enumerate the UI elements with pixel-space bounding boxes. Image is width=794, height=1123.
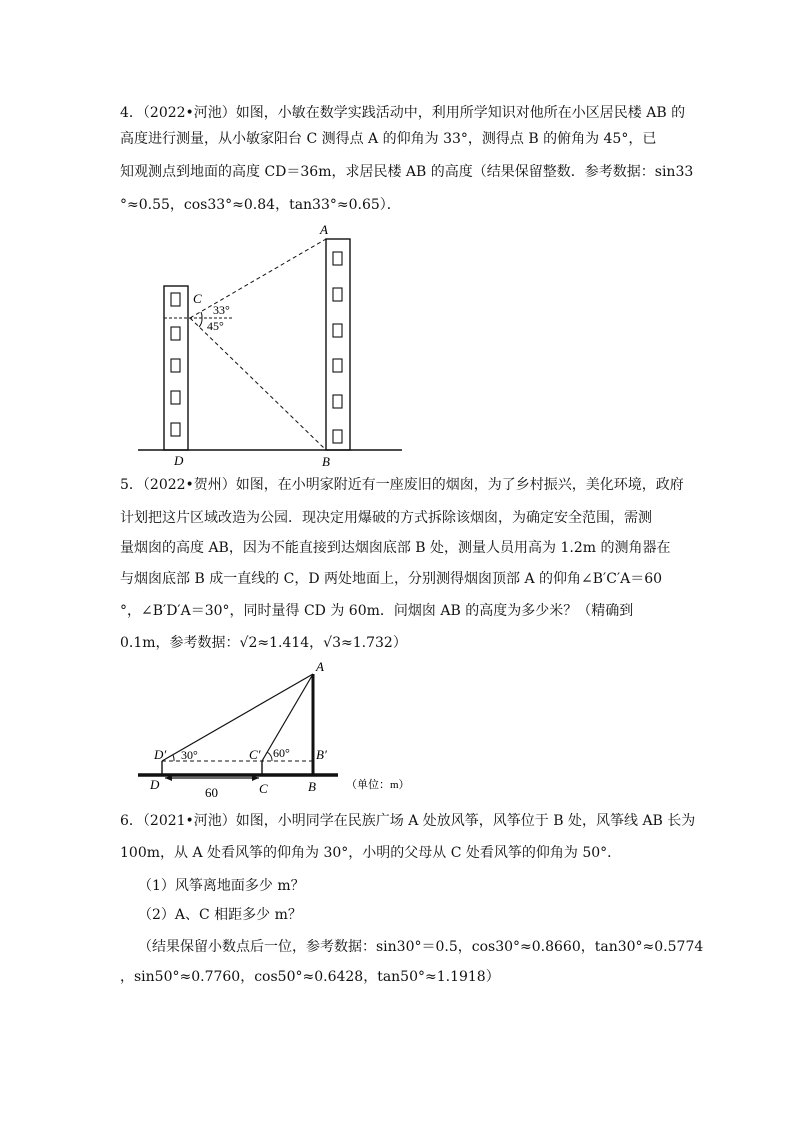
text-line: °，∠B′D′A＝30°，同时量得 CD 为 60m．问烟囱 AB 的高度为多少米？（精确到: [120, 603, 634, 619]
text-line: °≈0.55，cos33°≈0.84，tan33°≈0.65）．: [120, 197, 401, 213]
window: [171, 423, 180, 436]
reference-data-line: （结果保留小数点后一位，参考数据：sin30°＝0.5，cos30°≈0.8660，tan30°≈0.5774: [138, 939, 704, 955]
dimension-label-60: 60: [205, 785, 218, 800]
label-B: B: [308, 779, 316, 794]
figure-building-diagram: [130, 220, 420, 470]
angle-label-60: 60°: [273, 746, 290, 760]
angle-arc-45: [199, 318, 202, 327]
window: [333, 252, 342, 265]
angle-label-30: 30°: [181, 748, 198, 762]
angle-arc-30: [173, 755, 174, 761]
angle-label-45: 45°: [207, 319, 224, 333]
label-A: A: [316, 659, 324, 674]
window: [171, 391, 180, 404]
text-line: 100m，从 A 处看风筝的仰角为 30°，小明的父母从 C 处看风筝的仰角为 50°．: [120, 845, 622, 861]
unit-label: （单位：m）: [346, 779, 410, 791]
label-D: D: [150, 777, 160, 792]
sight-line-to-B: [190, 318, 326, 450]
sight-line-to-A: [190, 239, 326, 318]
sub-question-2: （2）A、C 相距多少 m？: [138, 907, 302, 923]
text-line: 量烟囱的高度 AB，因为不能直接到达烟囱底部 B 处，测量人员用高为 1.2m 的测角器在: [120, 540, 671, 556]
label-A: A: [320, 222, 328, 237]
label-C-prime: C′: [249, 747, 261, 762]
window: [333, 395, 342, 408]
window: [171, 327, 180, 340]
text-line: 知观测点到地面的高度 CD＝36m，求居民楼 AB 的高度（结果保留整数．参考数据：sin33: [120, 164, 694, 180]
text-line: 高度进行测量，从小敏家阳台 C 测得点 A 的仰角为 33°，测得点 B 的俯角为 45°，已: [120, 131, 657, 147]
label-D: D: [174, 453, 184, 468]
window: [333, 430, 342, 443]
text-line: 6．（2021•河池）如图，小明同学在民族广场 A 处放风筝，风筝位于 B 处，风筝线 AB 长为: [120, 813, 696, 829]
window: [333, 324, 342, 337]
left-building: [164, 286, 188, 450]
angle-arc-33: [201, 312, 202, 318]
text-line: 0.1m，参考数据：√2≈1.414，√3≈1.732）: [120, 635, 407, 651]
text-line: 5．（2022•贺州）如图，在小明家附近有一座废旧的烟囱，为了乡村振兴，美化环境，政府: [120, 477, 684, 493]
right-building: [326, 239, 350, 450]
text-line: 4．（2022•河池）如图，小敏在数学实践活动中，利用所学知识对他所在小区居民楼 AB 的: [120, 105, 686, 121]
sub-question-1: （1）风筝离地面多少 m？: [138, 878, 305, 894]
angle-arc-60: [267, 752, 272, 761]
reference-data-line: ，sin50°≈0.7760，cos50°≈0.6428，tan50°≈1.1918）: [120, 969, 500, 985]
label-B: B: [322, 454, 330, 469]
window: [171, 293, 180, 306]
label-B-prime: B′: [316, 747, 327, 762]
label-C: C: [259, 781, 268, 796]
window: [333, 288, 342, 301]
window: [171, 359, 180, 372]
text-line: 计划把这片区域改造为公园．现决定用爆破的方式拆除该烟囱，为确定安全范围，需测: [120, 510, 652, 526]
window: [333, 359, 342, 372]
angle-label-33: 33°: [213, 303, 230, 317]
label-C: C: [193, 291, 202, 306]
figure-chimney-diagram: [135, 658, 445, 798]
text-line: 与烟囱底部 B 成一直线的 C，D 两处地面上，分别测得烟囱顶部 A 的仰角∠B′C′A＝60: [120, 571, 663, 587]
label-D-prime: D′: [154, 747, 167, 762]
